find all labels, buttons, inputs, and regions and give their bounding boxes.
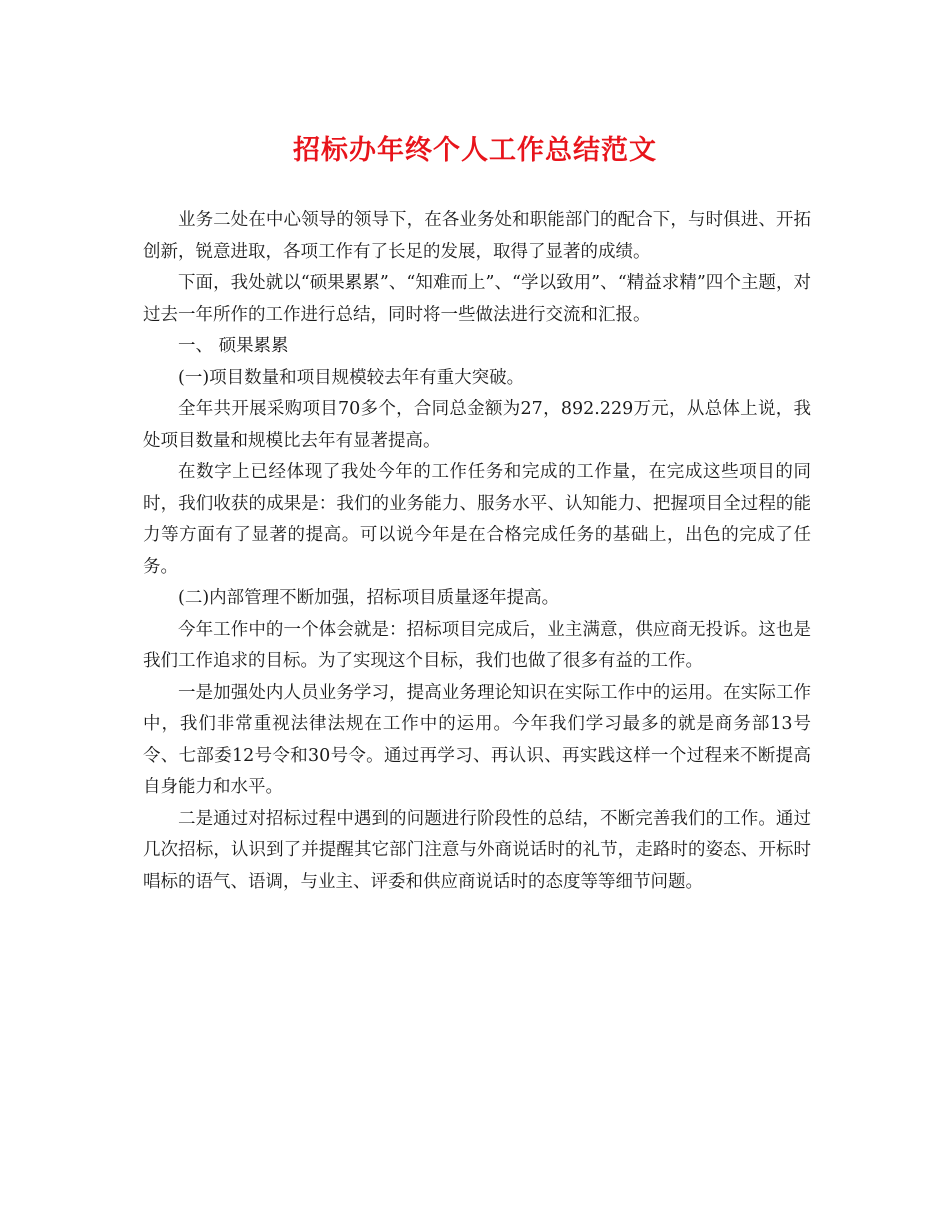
subsection-heading-2: (二)内部管理不断加强，招标项目质量逐年提高。	[178, 588, 560, 608]
paragraph-achievements: 在数字上已经体现了我处今年的工作任务和完成的工作量，在完成这些项目的同时，我们收获的成果是：我们的业务能力、服务水平、认知能力、把握项目全过程的能力等方面有了显著的提高。可以说今年是在合格完成任务的基础上，出色的完成了任务。	[143, 462, 811, 577]
paragraph-point-two: 二是通过对招标过程中遇到的问题进行阶段性的总结，不断完善我们的工作。通过几次招标，认识到了并提醒其它部门注意与外商说话时的礼节，走路时的姿态、开标时唱标的语气、语调，与业主、评委和供应商说话时的态度等等细节问题。	[143, 808, 811, 892]
paragraph-themes: 下面，我处就以“硕果累累”、“知难而上”、“学以致用”、“精益求精”四个主题，对过去一年所作的工作进行总结，同时将一些做法进行交流和汇报。	[143, 273, 811, 325]
paragraph-point-one: 一是加强处内人员业务学习，提高业务理论知识在实际工作中的运用。在实际工作中，我们非常重视法律法规在工作中的运用。今年我们学习最多的就是商务部13号令、七部委12号令和30号令。通过再学习、再认识、再实践这样一个过程来不断提高自身能力和水平。	[143, 682, 811, 797]
paragraph-experience: 今年工作中的一个体会就是：招标项目完成后，业主满意，供应商无投诉。这也是我们工作追求的目标。为了实现这个目标，我们也做了很多有益的工作。	[143, 619, 811, 671]
subsection-heading-1: (一)项目数量和项目规模较去年有重大突破。	[178, 367, 525, 388]
paragraph-project-stats: 全年共开展采购项目70多个，合同总金额为27，892.229万元，从总体上说，我处项目数量和规模比去年有显著提高。	[143, 399, 811, 451]
section-heading-1: 一、 硕果累累	[178, 336, 289, 356]
document-body	[143, 205, 811, 898]
document-title: 招标办年终个人工作总结范文	[293, 135, 657, 166]
paragraph-intro: 业务二处在中心领导的领导下，在各业务处和职能部门的配合下，与时俱进、开拓创新，锐意进取，各项工作有了长足的发展，取得了显著的成绩。	[143, 210, 811, 262]
